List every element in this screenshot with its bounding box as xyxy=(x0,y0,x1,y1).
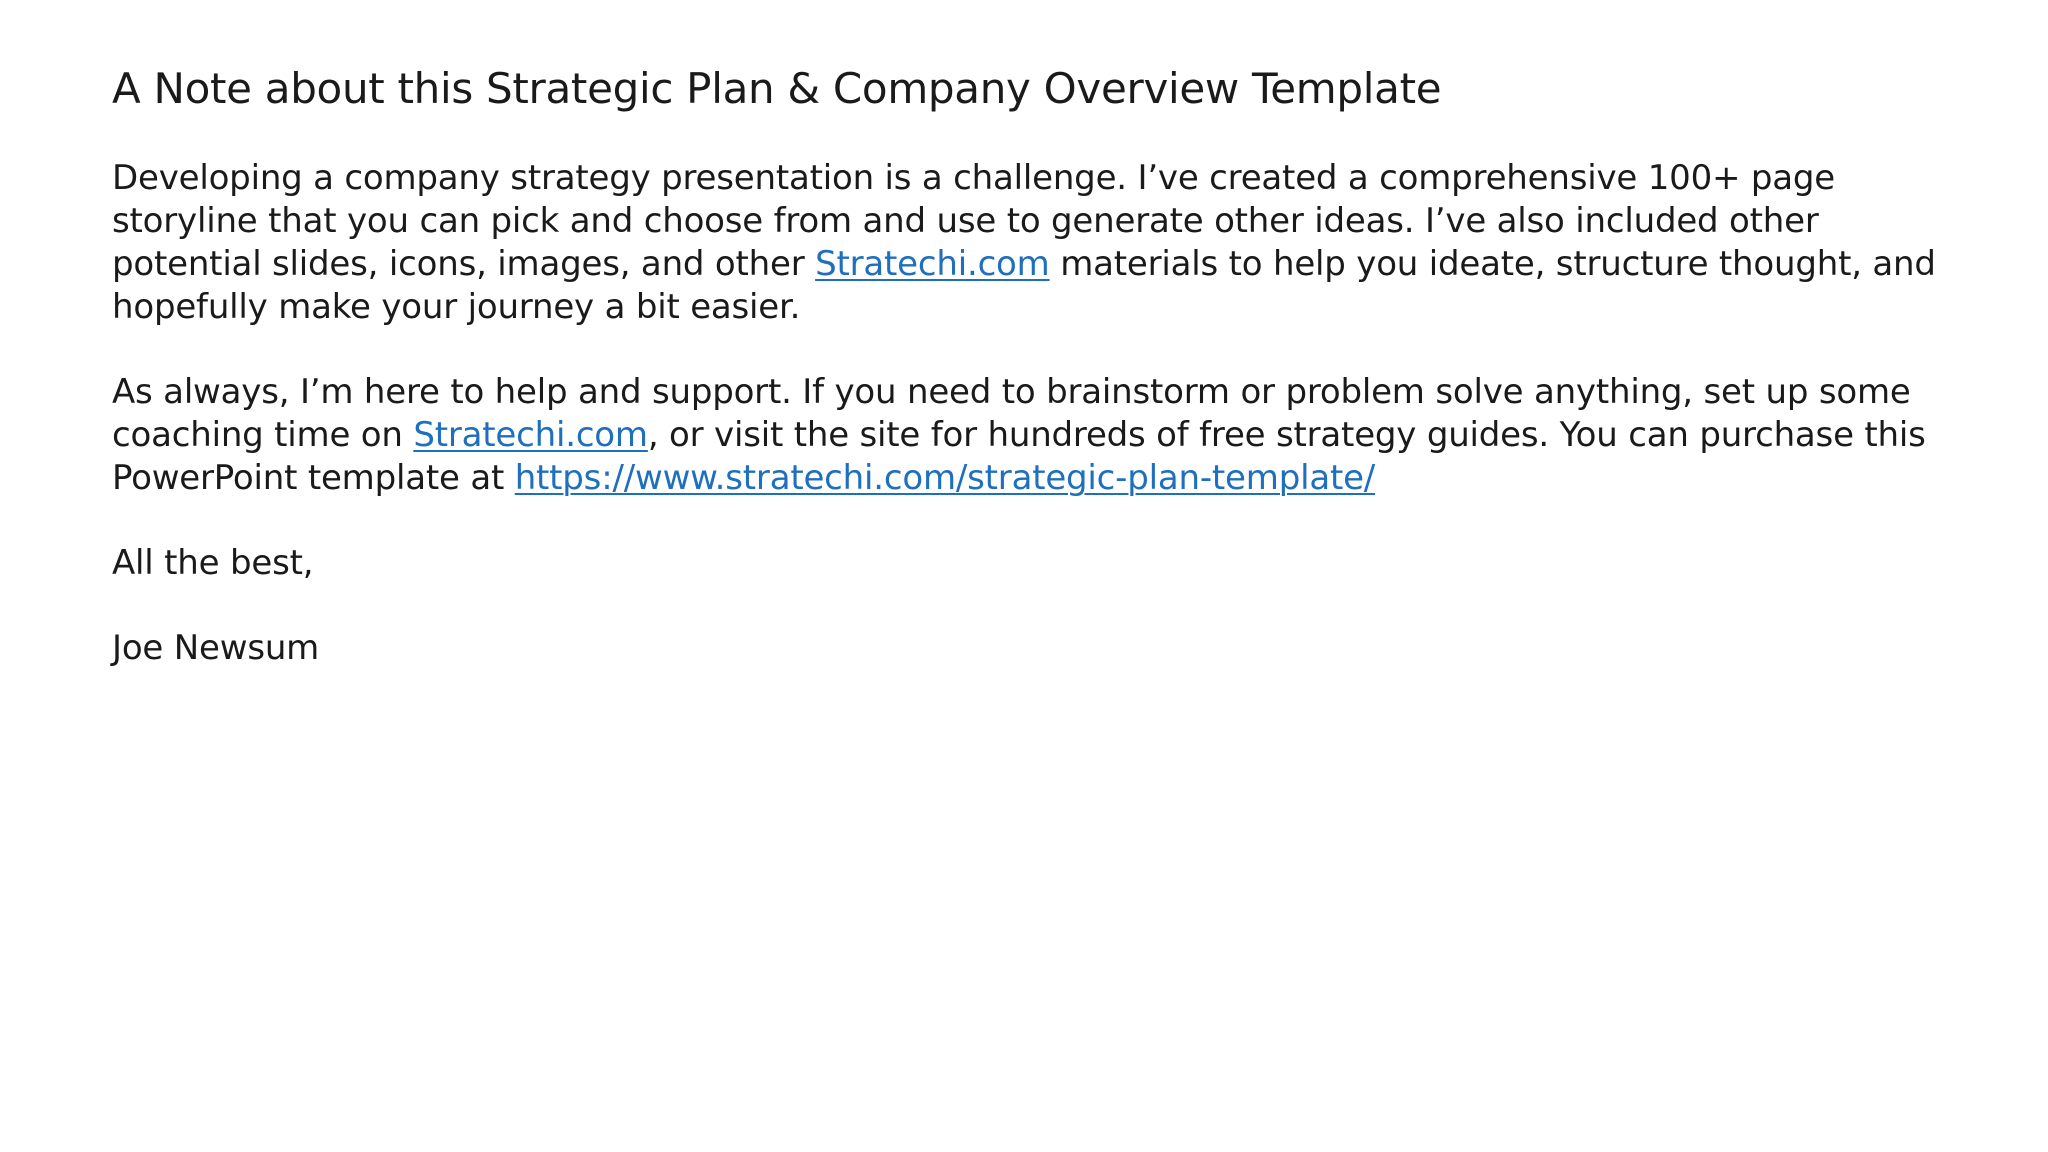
template-purchase-link[interactable]: https://www.stratechi.com/strategic-plan-template/ xyxy=(514,458,1376,498)
paragraph-support-text-before: As always, I’m here to help and support. If you need to brainstorm or problem solve anything, set up some coaching time on xyxy=(112,372,1911,455)
signature: Joe Newsum xyxy=(112,628,320,668)
stratechi-coaching-link[interactable]: Stratechi.com xyxy=(413,415,648,455)
paragraph-intro-text-after: materials to help you ideate, structure thought, and hopefully make your journey a bit easier. xyxy=(112,244,1936,327)
closing-line: All the best, xyxy=(112,543,314,583)
paragraph-intro-text-before: Developing a company strategy presentation is a challenge. I’ve created a comprehensive 100+ page storyline that you can pick and choose from and use to generate other ideas. I’ve also included other potential slides, icons, images, and other xyxy=(112,158,1836,284)
paragraph-support xyxy=(112,371,1972,500)
stratechi-link[interactable]: Stratechi.com xyxy=(815,244,1050,284)
slide-title: A Note about this Strategic Plan & Company Overview Template xyxy=(112,64,1442,113)
slide-body xyxy=(112,157,1972,670)
paragraph-support-text-between: , or visit the site for hundreds of free strategy guides. You can purchase this PowerPoint template at xyxy=(112,415,1926,498)
paragraph-intro xyxy=(112,157,1972,329)
